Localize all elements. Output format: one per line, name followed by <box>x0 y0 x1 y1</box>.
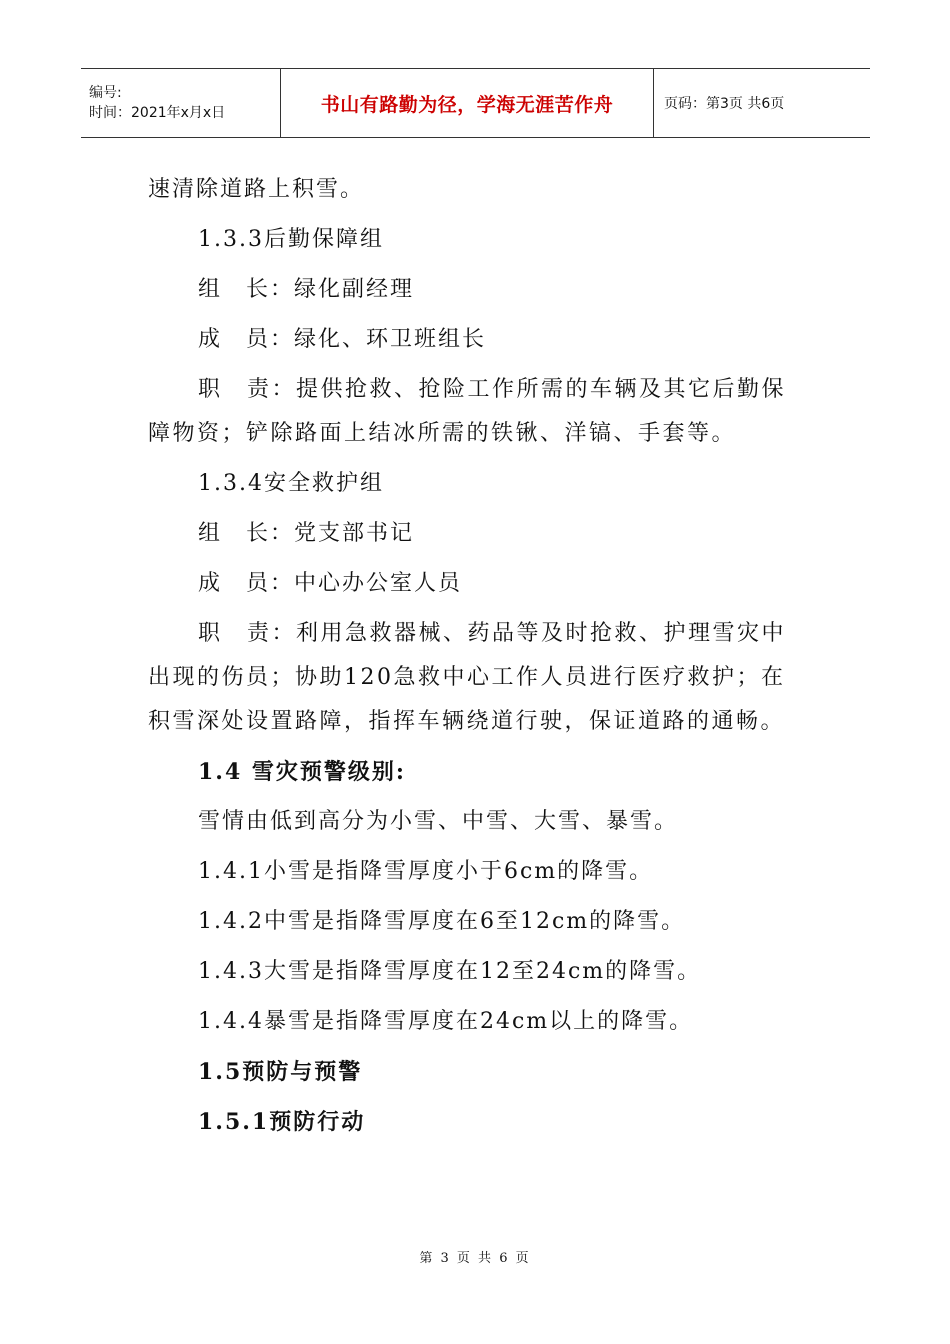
page-footer: 第 3 页 共 6 页 <box>419 1251 531 1266</box>
snow-level-intro: 雪情由低到高分为小雪、中雪、大雪、暴雪。 <box>198 809 679 834</box>
leader-line: 组 长：党支部书记 <box>198 521 415 546</box>
duties-paragraph-logistics: 职 责：提供抢救、抢险工作所需的车辆及其它后勤保障物资；铲除路面上结冰所需的铁锹、洋镐、手套等。 <box>148 377 787 446</box>
section-heading-1-4: 1.4 雪灾预警级别: <box>198 759 407 785</box>
header-page-cell <box>654 69 870 137</box>
members-line: 成 员：中心办公室人员 <box>198 571 463 596</box>
section-heading-1-3-4: 1.3.4安全救护组 <box>198 471 384 496</box>
document-number-label: 编号: <box>89 85 122 101</box>
snow-level-medium: 1.4.2中雪是指降雪厚度在6至12cm的降雪。 <box>198 909 686 934</box>
header-page-label: 页码：第3页 共6页 <box>664 96 785 112</box>
header-motto-cell <box>281 69 654 137</box>
document-header <box>81 68 870 138</box>
members-line: 成 员：绿化、环卫班组长 <box>198 327 487 352</box>
duties-paragraph-rescue: 职 责：利用急救器械、药品等及时抢救、护理雪灾中出现的伤员；协助120急救中心工作人员进行医疗救护；在积雪深处设置路障，指挥车辆绕道行驶，保证道路的通畅。 <box>148 621 787 734</box>
section-heading-1-5-1: 1.5.1预防行动 <box>198 1109 366 1135</box>
document-time-label: 时间：2021年x月x日 <box>89 105 226 121</box>
document-body <box>148 165 808 1147</box>
header-motto: 书山有路勤为径，学海无涯苦作舟 <box>320 93 614 116</box>
section-heading-1-3-3: 1.3.3后勤保障组 <box>198 227 384 252</box>
snow-level-small: 1.4.1小雪是指降雪厚度小于6cm的降雪。 <box>198 859 654 884</box>
snow-level-heavy: 1.4.4暴雪是指降雪厚度在24cm以上的降雪。 <box>198 1009 694 1034</box>
paragraph-continuation: 速清除道路上积雪。 <box>148 177 365 202</box>
section-heading-1-5: 1.5预防与预警 <box>198 1059 363 1085</box>
leader-line: 组 长：绿化副经理 <box>198 277 415 302</box>
header-meta-cell <box>81 69 281 137</box>
snow-level-large: 1.4.3大雪是指降雪厚度在12至24cm的降雪。 <box>198 959 702 984</box>
